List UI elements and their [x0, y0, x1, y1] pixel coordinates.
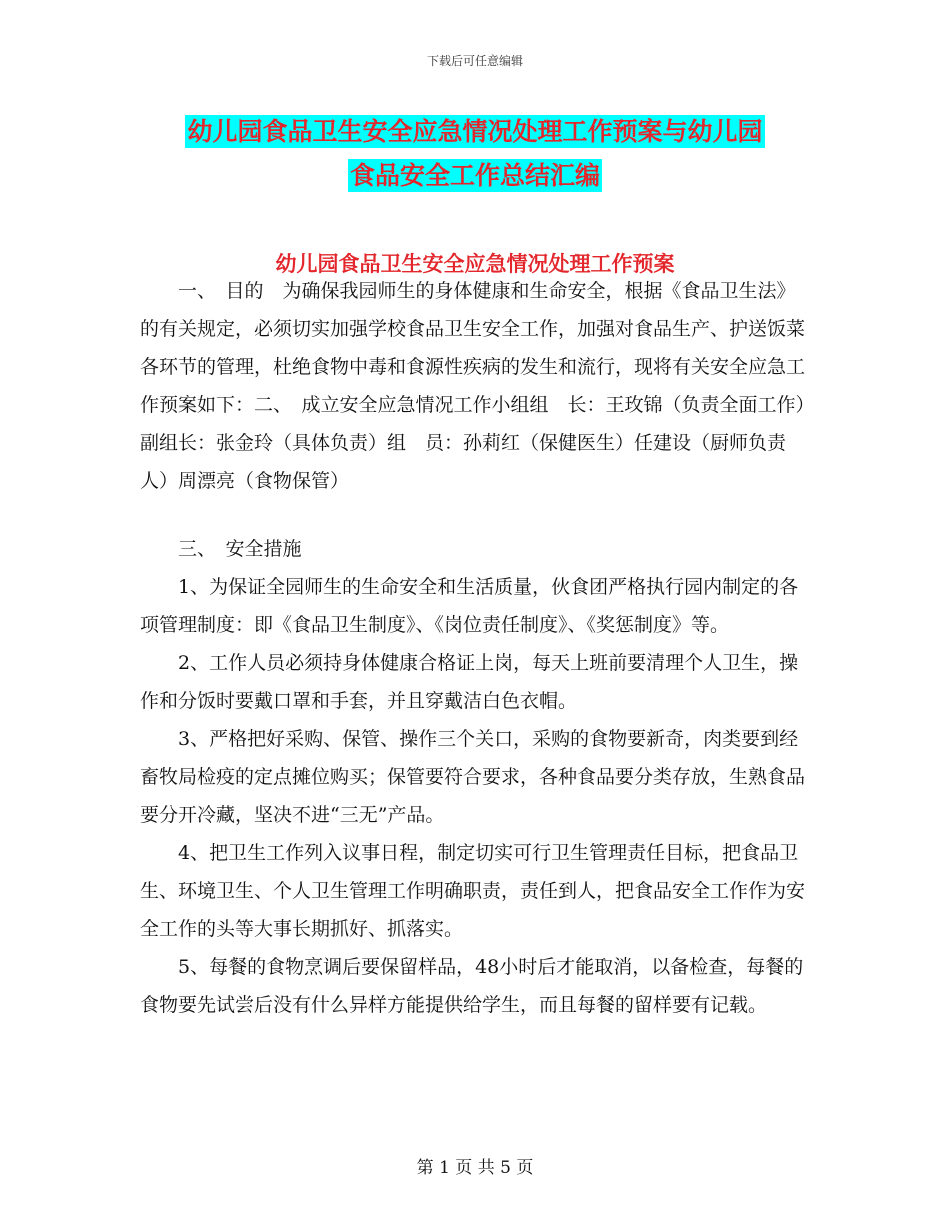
list-item: 1、为保证全园师生的生命安全和生活质量，伙食团严格执行园内制定的各项管理制度：即《食品卫生制度》、《岗位责任制度》、《奖惩制度》等。 — [140, 576, 799, 636]
page-number: 第 1 页 共 5 页 — [416, 1158, 534, 1178]
intro-paragraph: 一、 目的 为确保我园师生的身体健康和生命安全，根据《食品卫生法》的有关规定，必须切实加强学校食品卫生安全工作，加强对食品生产、护送饭菜各环节的管理，杜绝食物中毒和食源性疾病的发生和流行，现将有关安全应急工作预案如下：二、 成立安全应急情况工作小组组 长：王玫锦（负责全面工作）副组长：张金玲（具体负责）组 员：孙莉红（保健医生）任建设（厨师负责人）周漂亮（食物保管） — [140, 280, 806, 492]
measures-heading-block — [140, 530, 810, 568]
measures-heading: 三、 安全措施 — [178, 538, 302, 560]
document-title-line-1 — [0, 112, 950, 148]
list-item: 2、工作人员必须持身体健康合格证上岗，每天上班前要清理个人卫生，操作和分饭时要戴口罩和手套，并且穿戴洁白色衣帽。 — [140, 652, 799, 712]
intro-block — [140, 272, 810, 500]
title-line-2-text: 食品安全工作总结汇编 — [349, 161, 600, 190]
header-note: 下载后可任意编辑 — [426, 54, 523, 68]
list-item: 4、把卫生工作列入议事日程，制定切实可行卫生管理责任目标，把食品卫生、环境卫生、个人卫生管理工作明确职责，责任到人，把食品安全工作作为安全工作的头等大事长期抓好、抓落实。 — [140, 842, 806, 940]
list-item: 3、严格把好采购、保管、操作三个关口，采购的食物要新奇，肉类要到经畜牧局检疫的定点摊位购买；保管要符合要求，各种食品要分类存放，生熟食品要分开冷藏，坚决不进“三无”产品。 — [140, 728, 806, 826]
document-title-line-2 — [0, 156, 950, 192]
section-heading: 幼儿园食品卫生安全应急情况处理工作预案 — [275, 252, 675, 276]
list-item: 5、每餐的食物烹调后要保留样品，48小时后才能取消，以备检查，每餐的食物要先试尝后没有什么异样方能提供给学生，而且每餐的留样要有记载。 — [140, 956, 804, 1016]
title-line-1-text: 幼儿园食品卫生安全应急情况处理工作预案与幼儿园 — [187, 117, 763, 146]
measures-list — [140, 568, 810, 1024]
